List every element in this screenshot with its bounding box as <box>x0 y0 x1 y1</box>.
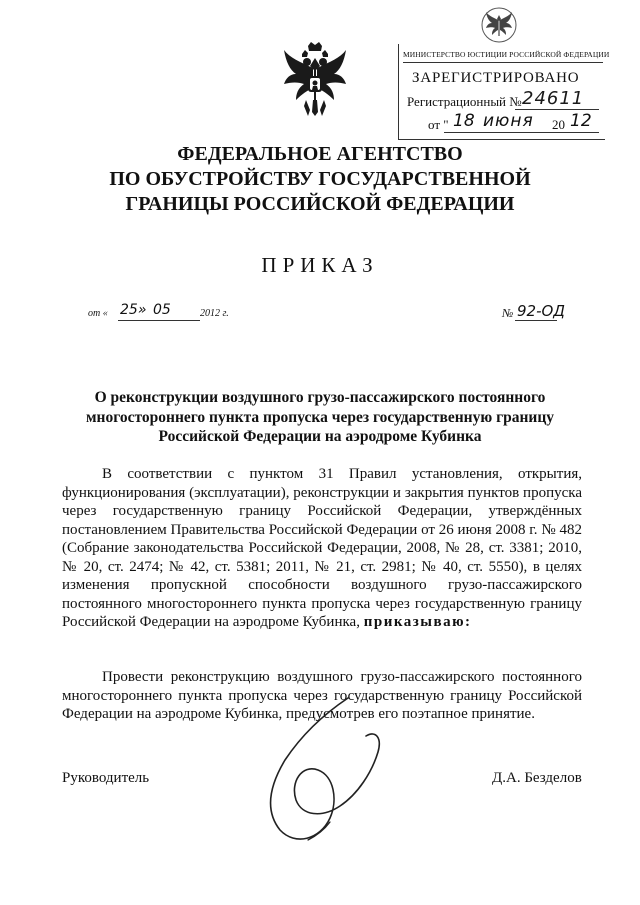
handwritten-signature-icon <box>250 690 400 850</box>
order-number-underline <box>515 320 557 321</box>
stamp-day: 18 <box>453 111 475 131</box>
stamp-reg-number: 24611 <box>522 88 585 109</box>
stamp-year-prefix: 20 <box>552 117 565 132</box>
stamp-date-prefix: от " <box>428 117 449 132</box>
order-heading: О реконструкции воздушного грузо-пассажирского постоянного многостороннего пункта пропуска через государственную границу Российской Федерации на аэродроме Кубинка <box>85 389 555 445</box>
order-date-underline <box>118 320 200 321</box>
stamp-registered: ЗАРЕГИСТРИРОВАНО <box>412 70 580 86</box>
signatory-position: Руководитель <box>62 770 150 786</box>
agency-line-2: ПО ОБУСТРОЙСТВУ ГОСУДАРСТВЕННОЙ <box>109 168 531 190</box>
order-directive: приказываю: <box>363 614 472 630</box>
signatory-name: Д.А. Безделов <box>492 770 582 786</box>
order-number-prefix: № <box>502 306 514 320</box>
body-paragraph-2: Провести реконструкцию воздушного грузо-пассажирского постоянного многостороннего пункта пропуска через государственную границу Российской Федерации на аэродроме Кубинка, предусмотрев его поэтапное принятие. <box>62 669 582 722</box>
body-paragraph-1 <box>62 465 582 632</box>
agency-line-3: ГРАНИЦЫ РОССИЙСКОЙ ФЕДЕРАЦИИ <box>125 193 515 215</box>
order-date-prefix: от « <box>88 308 108 319</box>
body-paragraph-1-text: В соответствии с пунктом 31 Правил установления, открытия, функционирования (эксплуатации), реконструкции и закрытия пунктов пропуска через государственную границу Российской Федерации, утверждённых постановлением Правительства Российской Федерации от 26 июня 2008 г. № 482 (Собрание законодательства Российской Федерации, 2008, № 28, ст. 3381; 2010, № 20, ст. 2474; № 42, ст. 5381; 2011, № 21, ст. 2981; № 40, ст. 5550), в целях изменения пропускной способности воздушного грузо-пассажирского постоянного многостороннего пункта пропуска через государственную границу Российской Федерации на аэродроме Кубинка, <box>62 466 582 630</box>
order-title: ПРИКАЗ <box>261 253 379 277</box>
order-date-year: 2012 г. <box>200 308 229 319</box>
stamp-year-suffix: 12 <box>570 111 592 131</box>
order-number: 92-ОД <box>517 302 566 320</box>
stamp-divider <box>403 62 603 63</box>
coat-of-arms-icon <box>280 40 350 118</box>
stamp-ministry: МИНИСТЕРСТВО ЮСТИЦИИ РОССИЙСКОЙ ФЕДЕРАЦИИ <box>403 50 610 59</box>
agency-title <box>40 142 600 217</box>
stamp-month: июня <box>483 111 534 131</box>
order-date-day: 25» <box>120 302 147 318</box>
stamp-reg-number-label: Регистрационный № <box>407 94 522 109</box>
stamp-emblem-icon <box>480 6 518 44</box>
order-date-month: 05 <box>153 302 171 318</box>
agency-line-1: ФЕДЕРАЛЬНОЕ АГЕНТСТВО <box>177 143 463 165</box>
stamp-number-underline <box>515 109 599 110</box>
stamp-date-underline <box>444 132 599 133</box>
